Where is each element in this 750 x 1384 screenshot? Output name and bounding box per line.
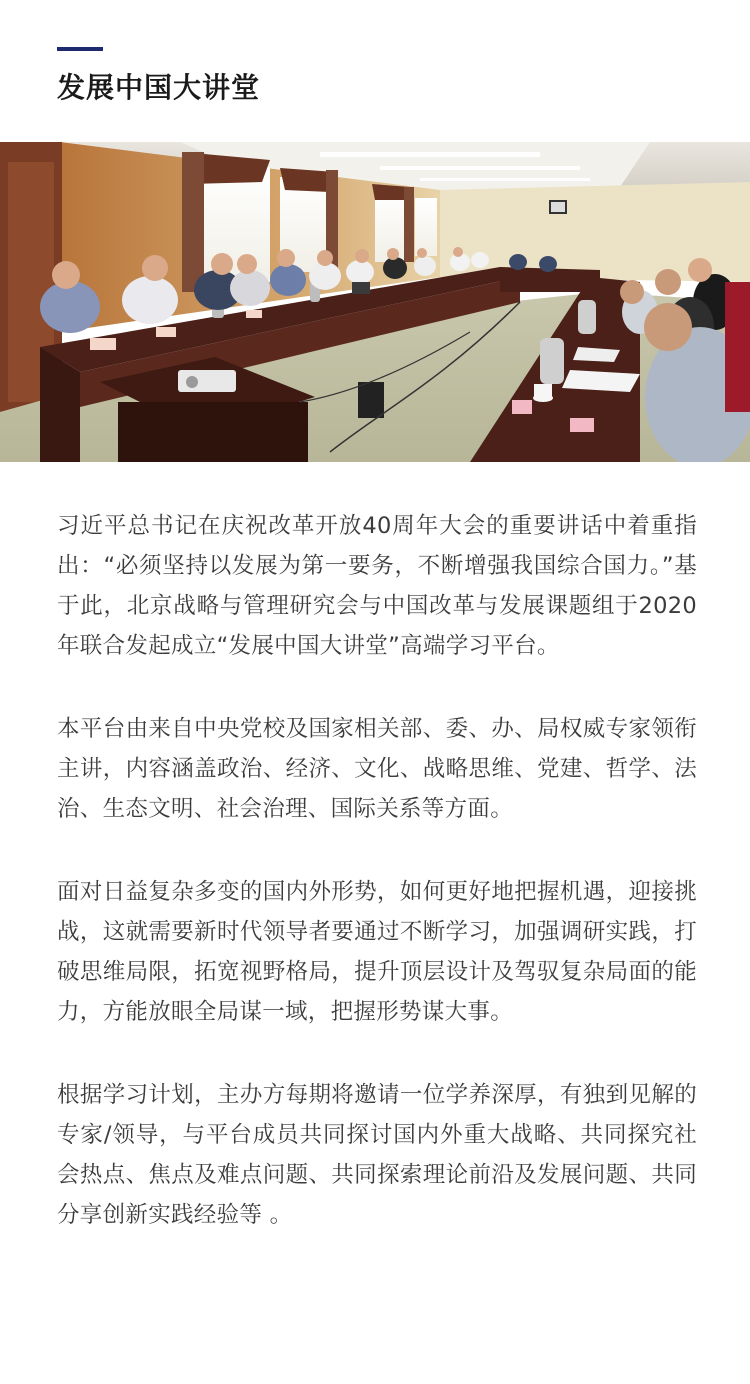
name-card-1 (90, 338, 116, 350)
paragraph-platform: 本平台由来自中央党校及国家相关部、委、办、局权威专家领衔主讲，内容涵盖政治、经济、文化、战略思维、党建、哲学、法治、生态文明、社会治理、国际关系等方面。 (57, 716, 697, 822)
paragraph-challenges: 面对日益复杂多变的国内外形势，如何更好地把握机遇，迎接挑战，这就需要新时代领导者要通过不断学习，加强调研实践，打破思维局限，拓宽视野格局，提升顶层设计及驾驭复杂局面的能力，方能放眼全局谋一域，把握形势谋大事。 (57, 879, 697, 1025)
header (0, 0, 750, 142)
title-accent-bar (57, 47, 103, 51)
paragraph-plan: 根据学习计划，主办方每期将邀请一位学养深厚，有独到见解的专家/领导，与平台成员共同探讨国内外重大战略、共同探究社会热点、焦点及难点问题、共同探索理论前沿及发展问题、共同分享创新实践经验等 。 (57, 1082, 697, 1228)
article-body (57, 506, 697, 1278)
name-card-3 (246, 310, 262, 318)
page-title: 发展中国大讲堂 (57, 71, 261, 104)
paragraph-intro: 习近平总书记在庆祝改革开放40周年大会的重要讲话中着重指出：“必须坚持以发展为第一要务，不断增强我国综合国力。”基于此，北京战略与管理研究会与中国改革与发展课题组于2020年联合发起成立“发展中国大讲堂”高端学习平台。 (57, 513, 697, 659)
name-card-2 (156, 327, 176, 337)
meeting-photo (0, 142, 750, 462)
